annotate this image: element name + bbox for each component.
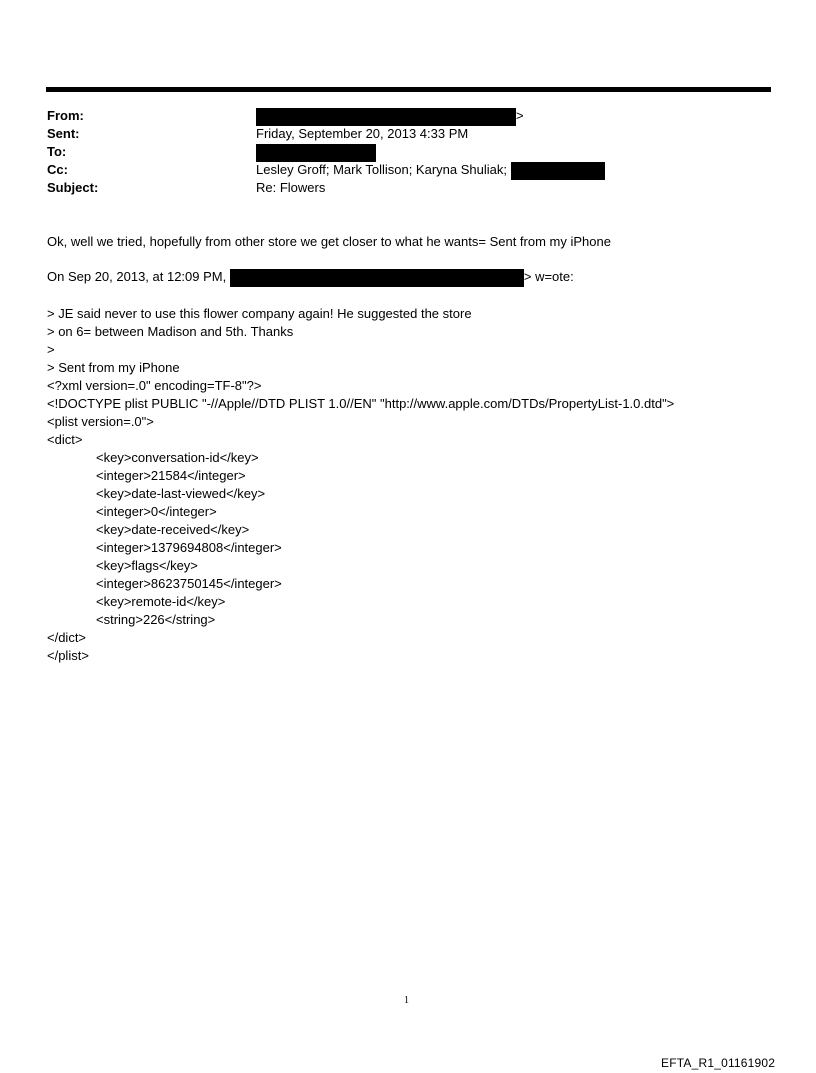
from-suffix: > bbox=[516, 108, 524, 123]
quote-intro-prefix: On Sep 20, 2013, at 12:09 PM, bbox=[47, 269, 227, 284]
document-id: EFTA_R1_01161902 bbox=[661, 1056, 776, 1070]
dict-line: <integer>21584</integer> bbox=[96, 468, 246, 483]
redaction-box bbox=[256, 144, 376, 162]
cc-names: Lesley Groff; Mark Tollison; Karyna Shuliak; bbox=[256, 162, 507, 177]
reply-line: Ok, well we tried, hopefully from other store we get closer to what he wants= Sent from my iPhone bbox=[47, 234, 611, 249]
quote-intro-suffix: > w=ote: bbox=[523, 269, 574, 284]
dict-line: <key>remote-id</key> bbox=[96, 594, 226, 609]
dict-line: <integer>8623750145</integer> bbox=[96, 576, 282, 591]
sent-label: Sent: bbox=[47, 126, 80, 141]
dict-line: <string>226</string> bbox=[96, 612, 216, 627]
sent-value: Friday, September 20, 2013 4:33 PM bbox=[256, 126, 469, 141]
dict-line: <key>flags</key> bbox=[96, 558, 198, 573]
dict-line: <key>date-last-viewed</key> bbox=[96, 486, 266, 501]
header-rule bbox=[46, 87, 771, 92]
from-label: From: bbox=[47, 108, 84, 123]
subject-label: Subject: bbox=[47, 180, 99, 195]
quote-intro bbox=[47, 268, 574, 287]
dict-line: <integer>0</integer> bbox=[96, 504, 217, 519]
page-number: 1 bbox=[404, 995, 409, 1006]
xml-line: <!DOCTYPE plist PUBLIC "-//Apple//DTD PLIST 1.0//EN" "http://www.apple.com/DTDs/PropertyList-1.0.dtd"> bbox=[47, 396, 675, 411]
xml-line: <plist version=.0"> bbox=[47, 414, 154, 429]
cc-label: Cc: bbox=[47, 162, 68, 177]
to-label: To: bbox=[47, 144, 67, 159]
from-value bbox=[256, 107, 524, 126]
subject-value: Re: Flowers bbox=[256, 180, 326, 195]
quoted-line: > bbox=[47, 342, 55, 357]
quoted-line: > Sent from my iPhone bbox=[47, 360, 180, 375]
quoted-line: > on 6= between Madison and 5th. Thanks bbox=[47, 324, 294, 339]
dict-line: <key>conversation-id</key> bbox=[96, 450, 259, 465]
closing-line: </plist> bbox=[47, 648, 89, 663]
quoted-line: > JE said never to use this flower company again! He suggested the store bbox=[47, 306, 472, 321]
redaction-box bbox=[230, 269, 524, 287]
redaction-box bbox=[511, 162, 605, 180]
to-value bbox=[256, 143, 376, 162]
xml-line: <dict> bbox=[47, 432, 83, 447]
dict-line: <key>date-received</key> bbox=[96, 522, 250, 537]
cc-value bbox=[256, 161, 605, 180]
redaction-box bbox=[256, 108, 516, 126]
dict-line: <integer>1379694808</integer> bbox=[96, 540, 282, 555]
closing-line: </dict> bbox=[47, 630, 87, 645]
xml-line: <?xml version=.0" encoding=TF-8"?> bbox=[47, 378, 262, 393]
